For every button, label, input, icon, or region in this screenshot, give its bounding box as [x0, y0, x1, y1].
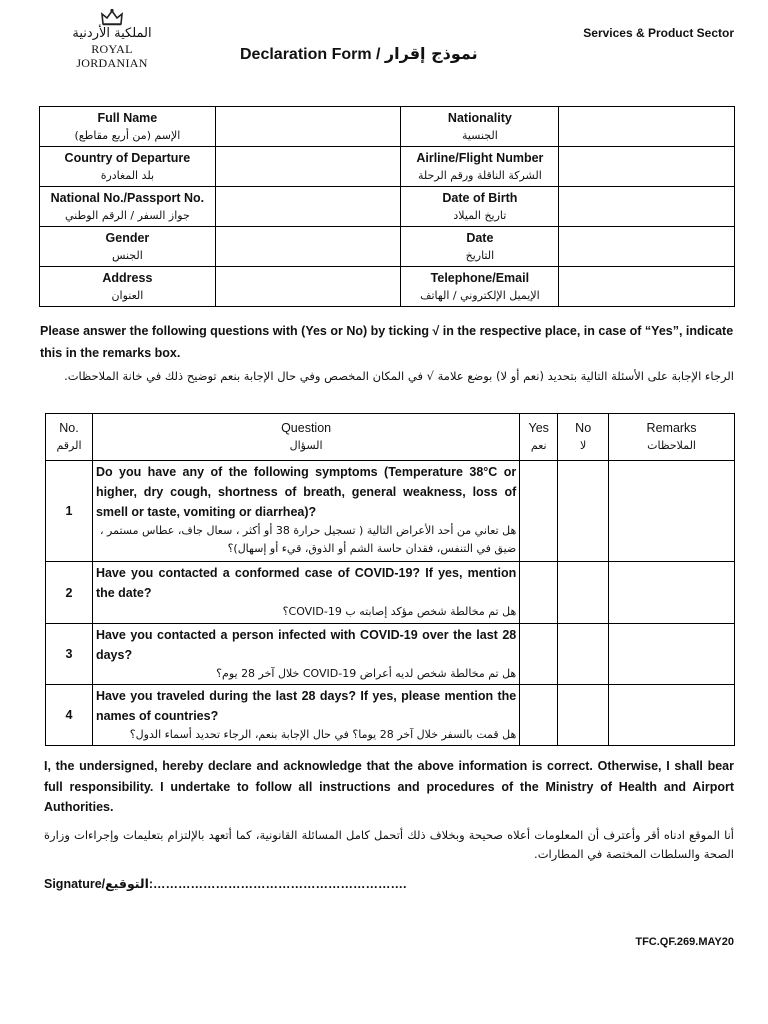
remarks-cell[interactable] — [609, 562, 735, 624]
column-question-header: Question السؤال — [92, 414, 519, 461]
question-row — [46, 562, 735, 624]
question-text — [92, 685, 519, 746]
question-text — [92, 461, 519, 562]
yes-checkbox-cell[interactable] — [520, 685, 558, 746]
nationality-field[interactable] — [559, 107, 735, 147]
form-code: TFC.QF.269.MAY20 — [635, 936, 734, 948]
airline-flight-number-label: Airline/Flight Number الشركة الناقلة ورقم الرحلة — [401, 147, 559, 187]
question-text-en: Have you contacted a person infected with COVID-19 over the last 28 days? — [95, 628, 517, 662]
question-row — [46, 461, 735, 562]
info-row — [40, 267, 735, 307]
instructions-english: Please answer the following questions with (Yes or No) by ticking √ in the respective place, in case of “Yes”, indicate this in the remarks box. — [40, 324, 734, 360]
info-row — [40, 107, 735, 147]
no-checkbox-cell[interactable] — [558, 685, 609, 746]
declaration-english: I, the undersigned, hereby declare and acknowledge that the above information is correct. Otherwise, I shall bear full responsibility. I undertake to follow all instructions and procedures of the Ministry of Health and Airport Authorities. — [44, 759, 734, 814]
question-text-ar: هل تم مخالطة شخص لديه أعراض COVID-19 خلال آخر 28 يوم؟ — [216, 667, 517, 680]
telephone-email-field[interactable] — [559, 267, 735, 307]
yes-checkbox-cell[interactable] — [520, 562, 558, 624]
question-text-en: Have you contacted a conformed case of COVID-19? If yes, mention the date? — [95, 566, 517, 600]
remarks-cell[interactable] — [609, 624, 735, 685]
date-of-birth-field[interactable] — [559, 187, 735, 227]
full-name-field[interactable] — [215, 107, 401, 147]
question-number: 2 — [46, 562, 93, 624]
no-checkbox-cell[interactable] — [558, 624, 609, 685]
column-number-header: No. الرقم — [46, 414, 93, 461]
nationality-label: Nationality الجنسية — [401, 107, 559, 147]
questions-header-row — [46, 414, 735, 461]
full-name-label: Full Name الإسم (من أربع مقاطع) — [40, 107, 216, 147]
country-of-departure-label: Country of Departure بلد المغادرة — [40, 147, 216, 187]
declaration-arabic: أنا الموقع ادناه أقر وأعترف أن المعلومات أعلاه صحيحة وبخلاف ذلك أتحمل كامل المسائلة القانونية، كما أتعهد بالإلتزام بتعليمات وإجراءات وزارة الصحة والسلطات المختصة في المطارات. — [44, 828, 734, 861]
column-no-header: No لا — [558, 414, 609, 461]
question-text-ar: هل تم مخالطة شخص مؤكد إصابته ب COVID-19؟ — [282, 605, 517, 618]
questions-table — [45, 413, 735, 746]
question-text — [92, 624, 519, 685]
address-field[interactable] — [215, 267, 401, 307]
no-checkbox-cell[interactable] — [558, 461, 609, 562]
info-row — [40, 147, 735, 187]
passport-number-label: National No./Passport No. جواز السفر / الرقم الوطني — [40, 187, 216, 227]
passport-number-field[interactable] — [215, 187, 401, 227]
question-text — [92, 562, 519, 624]
column-yes-header: Yes نعم — [520, 414, 558, 461]
logo-arabic-text: الملكية الأردنية — [72, 26, 152, 41]
info-row — [40, 227, 735, 267]
question-text-ar: هل قمت بالسفر خلال آخر 28 يوما؟ في حال الإجابة بنعم، الرجاء تحديد أسماء الدول؟ — [129, 728, 517, 741]
remarks-cell[interactable] — [609, 685, 735, 746]
question-text-en: Do you have any of the following symptoms (Temperature 38°C or higher, dry cough, shortness of breath, general weakness, loss of smell or taste, vomiting or diarrhea)? — [95, 465, 517, 519]
country-of-departure-field[interactable] — [215, 147, 401, 187]
logo-english-text: ROYAL JORDANIAN — [76, 42, 148, 70]
remarks-cell[interactable] — [609, 461, 735, 562]
gender-field[interactable] — [215, 227, 401, 267]
personal-info-table — [39, 106, 735, 307]
question-number: 1 — [46, 461, 93, 562]
crown-icon — [100, 8, 124, 26]
gender-label: Gender الجنس — [40, 227, 216, 267]
date-field[interactable] — [559, 227, 735, 267]
question-number: 4 — [46, 685, 93, 746]
date-of-birth-label: Date of Birth تاريخ الميلاد — [401, 187, 559, 227]
address-label: Address العنوان — [40, 267, 216, 307]
airline-flight-number-field[interactable] — [559, 147, 735, 187]
question-row — [46, 685, 735, 746]
yes-checkbox-cell[interactable] — [520, 461, 558, 562]
form-title-en: Declaration Form / — [240, 46, 385, 63]
telephone-email-label: Telephone/Email الإيميل الإلكتروني / الهاتف — [401, 267, 559, 307]
question-number: 3 — [46, 624, 93, 685]
form-title-ar: نموذج إقرار — [384, 44, 478, 63]
info-row — [40, 187, 735, 227]
form-title — [240, 44, 478, 64]
column-remarks-header: Remarks الملاحظات — [609, 414, 735, 461]
no-checkbox-cell[interactable] — [558, 562, 609, 624]
royal-jordanian-logo — [56, 8, 168, 68]
signature-line[interactable]: Signature/التوقيع:……………………………………………………. — [44, 877, 407, 891]
question-row — [46, 624, 735, 685]
instructions-arabic: الرجاء الإجابة على الأسئلة التالية بتحديد (نعم أو لا) بوضع علامة √ في المكان المخصص وفي حال الإجابة بنعم توضيح ذلك في خانة الملاحظات. — [64, 369, 734, 383]
question-text-ar: هل تعاني من أحد الأعراض التالية ( تسجيل حرارة 38 أو أكثر ، سعال جاف، عطاس مستمر ، ضيق في التنفس، فقدان حاسة الشم أو الذوق، قيء أو إسهال)؟ — [100, 524, 517, 555]
question-text-en: Have you traveled during the last 28 days? If yes, please mention the names of countries? — [95, 689, 517, 723]
date-label: Date التاريخ — [401, 227, 559, 267]
yes-checkbox-cell[interactable] — [520, 624, 558, 685]
sector-label: Services & Product Sector — [583, 26, 734, 40]
